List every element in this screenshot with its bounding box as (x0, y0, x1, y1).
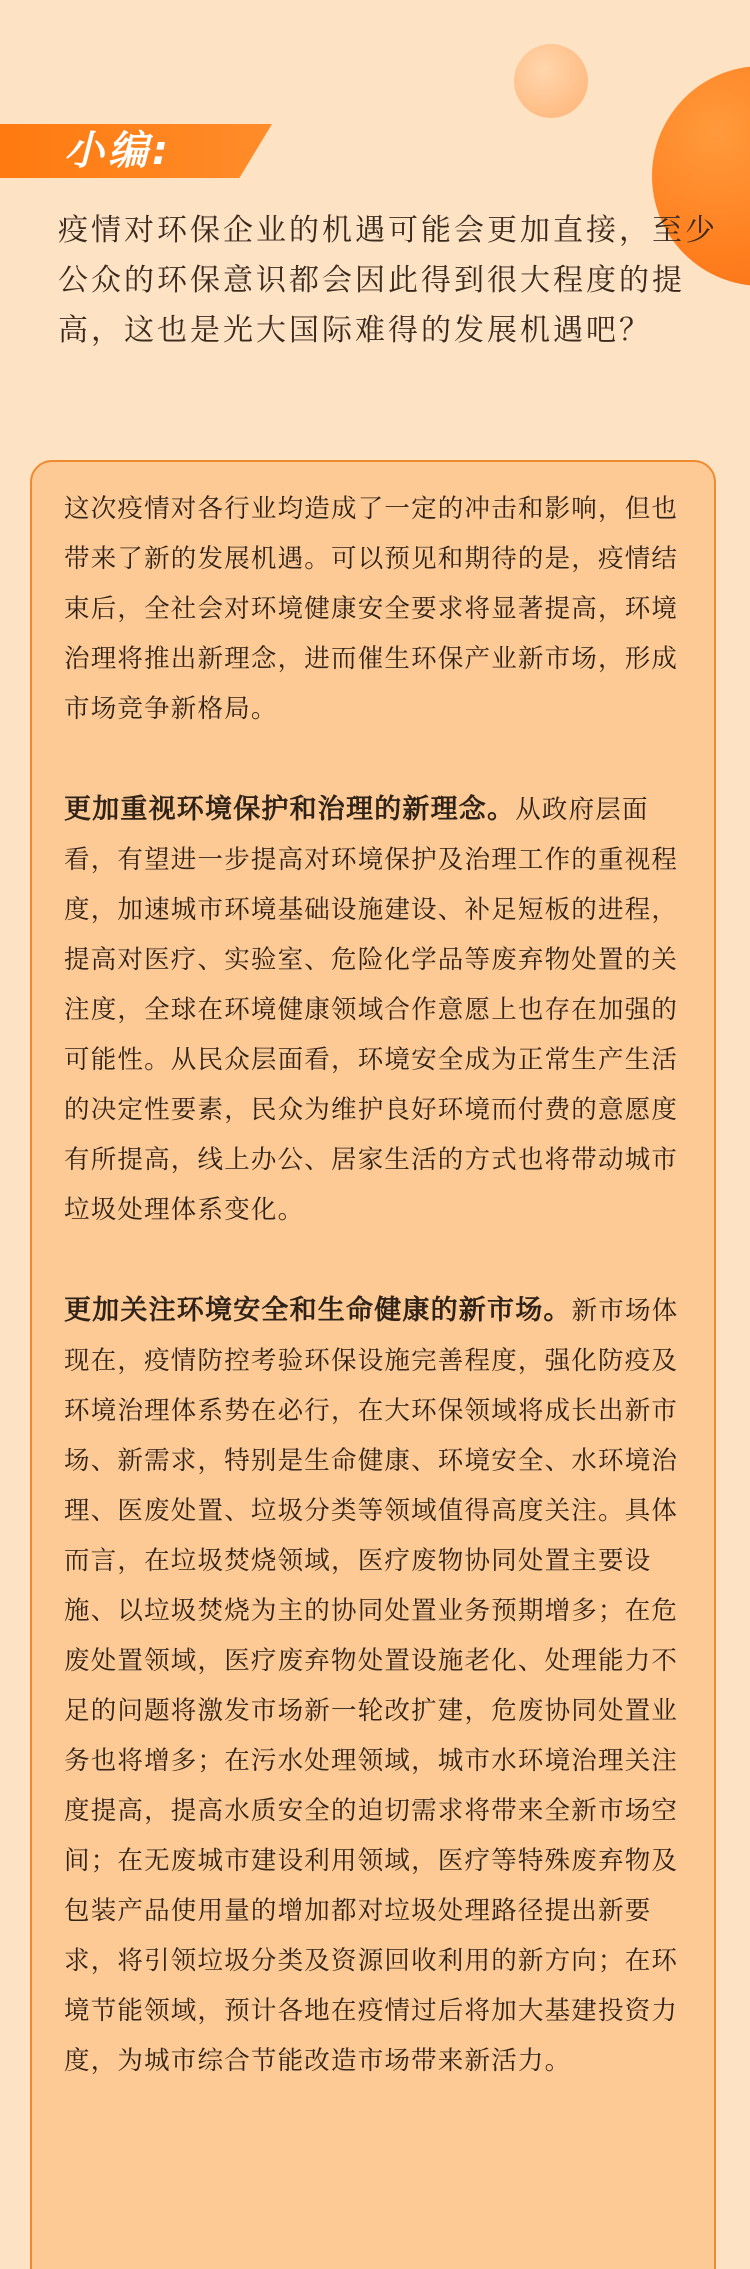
answer-paragraph-1: 这次疫情对各行业均造成了一定的冲击和影响，但也带来了新的发展机遇。可以预见和期待的是，疫情结束后，全社会对环境健康安全要求将显著提高，环境治理将推出新理念，进而催生环保产业新市场，形成市场竞争新格局。 (64, 494, 679, 724)
answer-paragraph-2 (64, 785, 686, 1235)
decorative-circle-small (514, 44, 588, 118)
paragraph-3-text: 新市场体现在，疫情防控考验环保设施完善程度，强化防疫及环境治理体系势在必行，在大环保领域将成长出新市场、新需求，特别是生命健康、环境安全、水环境治理、医废处置、垃圾分类等领域值得高度关注。具体而言，在垃圾焚烧领域，医疗废物协同处置主要设施、以垃圾焚烧为主的协同处置业务预期增多；在危废处置领域，医疗废弃物处置设施老化、处理能力不足的问题将激发市场新一轮改扩建，危废协同处置业务也将增多；在污水处理领域，城市水环境治理关注度提高，提高水质安全的迫切需求将带来全新市场空间；在无废城市建设利用领域，医疗等特殊废弃物及包装产品使用量的增加都对垃圾处理路径提出新要求，将引领垃圾分类及资源回收利用的新方向；在环境节能领域，预计各地在疫情过后将加大基建投资力度，为城市综合节能改造市场带来新活力。 (64, 1296, 679, 2076)
answer-body (64, 484, 686, 2137)
editor-question: 疫情对环保企业的机遇可能会更加直接，至少公众的环保意识都会因此得到很大程度的提高，这也是光大国际难得的发展机遇吧？ (58, 213, 718, 348)
paragraph-2-heading: 更加重视环境保护和治理的新理念。 (64, 794, 516, 825)
editor-label: 小编: (64, 128, 172, 174)
answer-paragraph-3 (64, 1286, 686, 2086)
paragraph-3-heading: 更加关注环境安全和生命健康的新市场。 (64, 1295, 572, 1326)
paragraph-2-text: 从政府层面看，有望进一步提高对环境保护及治理工作的重视程度，加速城市环境基础设施建设、补足短板的进程，提高对医疗、实验室、危险化学品等废弃物处置的关注度，全球在环境健康领域合作意愿上也存在加强的可能性。从民众层面看，环境安全成为正常生产生活的决定性要素，民众为维护良好环境而付费的意愿度有所提高，线上办公、居家生活的方式也将带动城市垃圾处理体系变化。 (64, 795, 679, 1225)
answer-card (30, 460, 716, 2269)
